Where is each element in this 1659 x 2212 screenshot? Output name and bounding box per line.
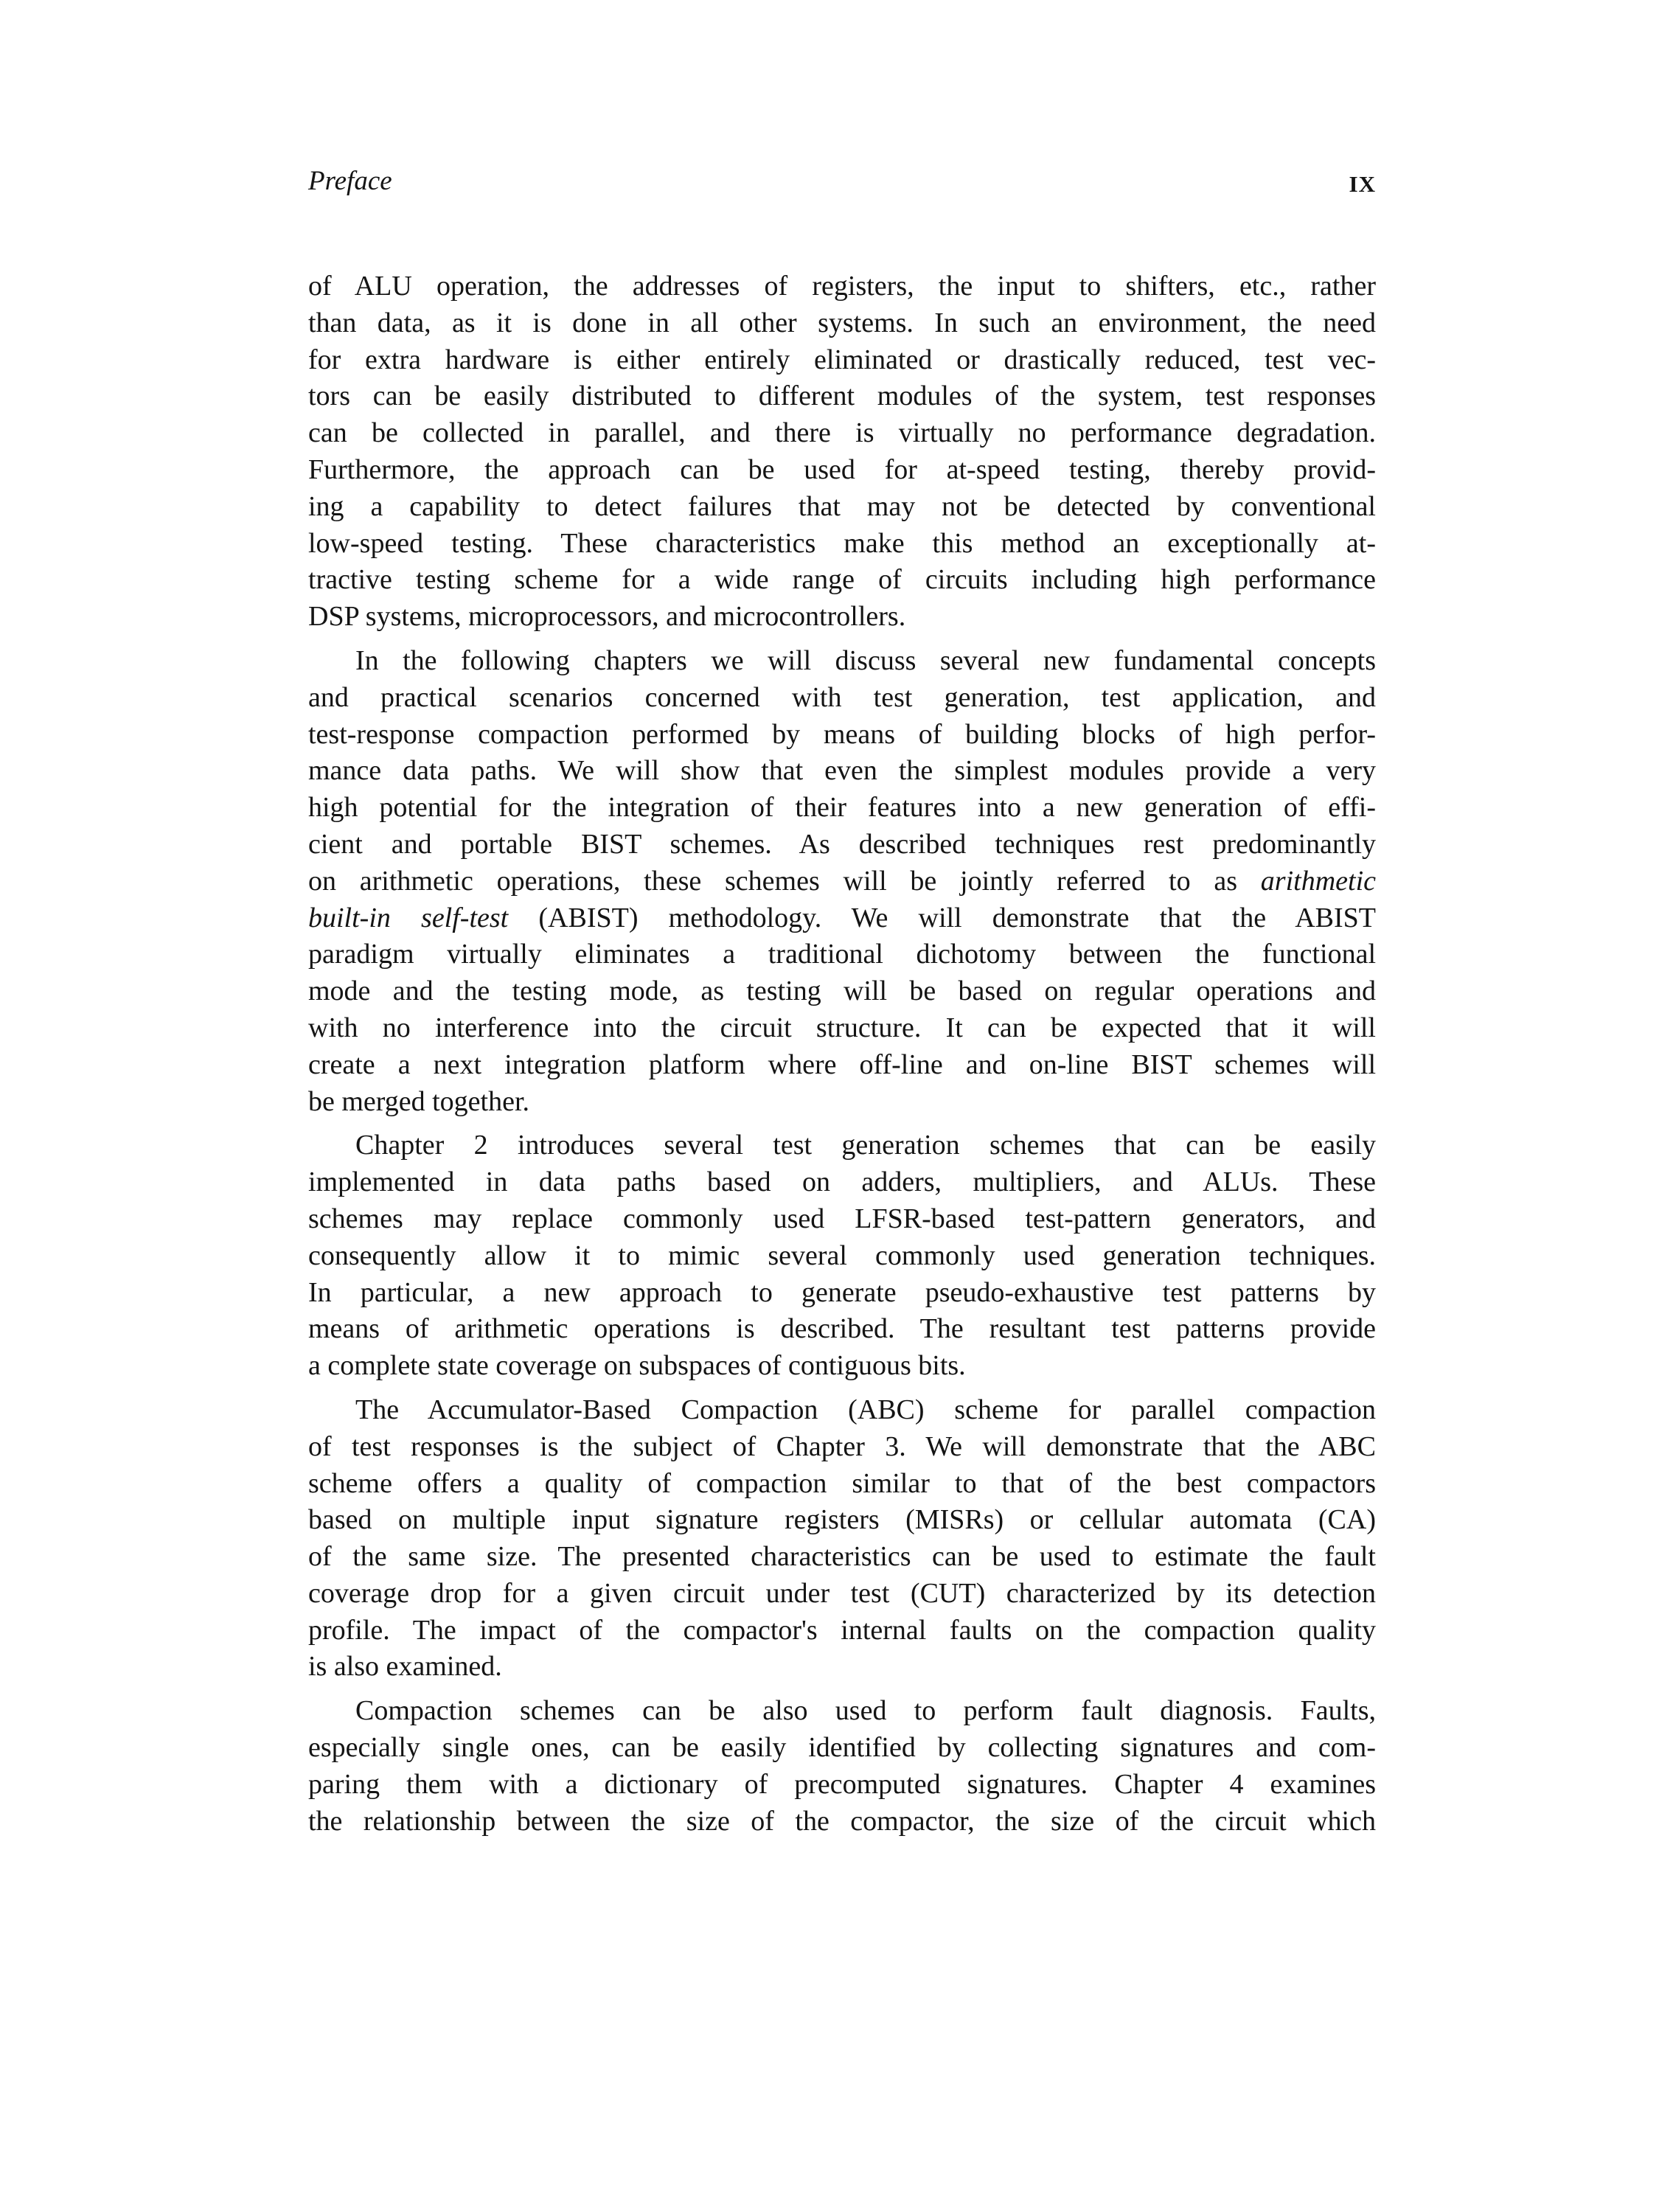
text-line: DSP systems, microprocessors, and microcontrollers. xyxy=(308,601,906,633)
text-line: mance data paths. We will show that even the simplest modules provide a very xyxy=(308,755,1376,787)
text-line: tractive testing scheme for a wide range of circuits including high performance xyxy=(308,564,1376,596)
text-line: for extra hardware is either entirely eliminated or drastically reduced, test vec- xyxy=(308,344,1376,375)
text-segment: on arithmetic operations, these schemes will be jointly referred to as xyxy=(308,865,1261,897)
paragraph-2 xyxy=(308,643,1376,1120)
text-line: implemented in data paths based on adders, multipliers, and ALUs. These xyxy=(308,1166,1376,1198)
text-line xyxy=(308,900,1376,937)
text-line: cient and portable BIST schemes. As described techniques rest predominantly xyxy=(308,828,1376,860)
body-text xyxy=(308,268,1376,1847)
text-line: In the following chapters we will discuss several new fundamental concepts xyxy=(355,644,1376,676)
text-line: low-speed testing. These characteristics make this method an exceptionally at- xyxy=(308,527,1376,559)
text-line: than data, as it is done in all other systems. In such an environment, the need xyxy=(308,307,1376,338)
text-line: mode and the testing mode, as testing will be based on regular operations and xyxy=(308,975,1376,1007)
text-line: In particular, a new approach to generate pseudo-exhaustive test patterns by xyxy=(308,1276,1376,1308)
text-line: and practical scenarios concerned with test generation, test application, and xyxy=(308,681,1376,713)
paragraph-4 xyxy=(308,1392,1376,1686)
text-line: is also examined. xyxy=(308,1651,502,1683)
text-line: schemes may replace commonly used LFSR-based test-pattern generators, and xyxy=(308,1203,1376,1234)
paragraph-3 xyxy=(308,1127,1376,1385)
header-title: Preface xyxy=(308,166,392,196)
text-line: consequently allow it to mimic several commonly used generation techniques. xyxy=(308,1239,1376,1271)
italic-term: arithmetic xyxy=(1260,865,1376,897)
text-line: paring them with a dictionary of precomputed signatures. Chapter 4 examines xyxy=(308,1768,1376,1800)
text-line: with no interference into the circuit structure. It can be expected that it will xyxy=(308,1012,1376,1043)
text-line: tors can be easily distributed to different modules of the system, test responses xyxy=(308,380,1376,412)
text-line: means of arithmetic operations is described. The resultant test patterns provide xyxy=(308,1313,1376,1345)
text-line: can be collected in parallel, and there is virtually no performance degradation. xyxy=(308,417,1376,449)
text-line: Chapter 2 introduces several test generation schemes that can be easily xyxy=(355,1130,1376,1161)
text-line: a complete state coverage on subspaces of contiguous bits. xyxy=(308,1350,966,1382)
text-line: of test responses is the subject of Chapter 3. We will demonstrate that the ABC xyxy=(308,1430,1376,1462)
text-line: paradigm virtually eliminates a traditional dichotomy between the functional xyxy=(308,939,1376,970)
text-line: based on multiple input signature registers (MISRs) or cellular automata (CA) xyxy=(308,1504,1376,1536)
running-header xyxy=(308,164,1376,208)
text-line: of the same size. The presented characteristics can be used to estimate the fault xyxy=(308,1541,1376,1573)
text-line: create a next integration platform where off-line and on-line BIST schemes will xyxy=(308,1048,1376,1080)
text-line: especially single ones, can be easily identified by collecting signatures and com- xyxy=(308,1732,1376,1764)
text-line: Compaction schemes can be also used to perform fault diagnosis. Faults, xyxy=(355,1695,1376,1727)
italic-term: built-in self-test xyxy=(308,902,509,933)
text-line: the relationship between the size of the compactor, the size of the circuit which xyxy=(308,1805,1376,1837)
text-line: The Accumulator-Based Compaction (ABC) scheme for parallel compaction xyxy=(355,1394,1376,1425)
page-number: IX xyxy=(1349,171,1376,197)
text-line: profile. The impact of the compactor's internal faults on the compaction quality xyxy=(308,1614,1376,1646)
text-line: ing a capability to detect failures that may not be detected by conventional xyxy=(308,490,1376,522)
paragraph-5 xyxy=(308,1693,1376,1840)
text-segment: (ABIST) methodology. We will demonstrate that the ABIST xyxy=(538,902,1376,933)
text-line xyxy=(308,863,1376,900)
paragraph-1 xyxy=(308,268,1376,636)
text-line: of ALU operation, the addresses of registers, the input to shifters, etc., rather xyxy=(308,271,1376,302)
text-line: coverage drop for a given circuit under test (CUT) characterized by its detection xyxy=(308,1577,1376,1609)
text-line: Furthermore, the approach can be used for at-speed testing, thereby provid- xyxy=(308,453,1376,485)
text-line: be merged together. xyxy=(308,1085,530,1117)
text-line: test-response compaction performed by means of building blocks of high perfor- xyxy=(308,718,1376,750)
text-line: high potential for the integration of their features into a new generation of effi- xyxy=(308,792,1376,824)
text-line: scheme offers a quality of compaction similar to that of the best compactors xyxy=(308,1467,1376,1499)
